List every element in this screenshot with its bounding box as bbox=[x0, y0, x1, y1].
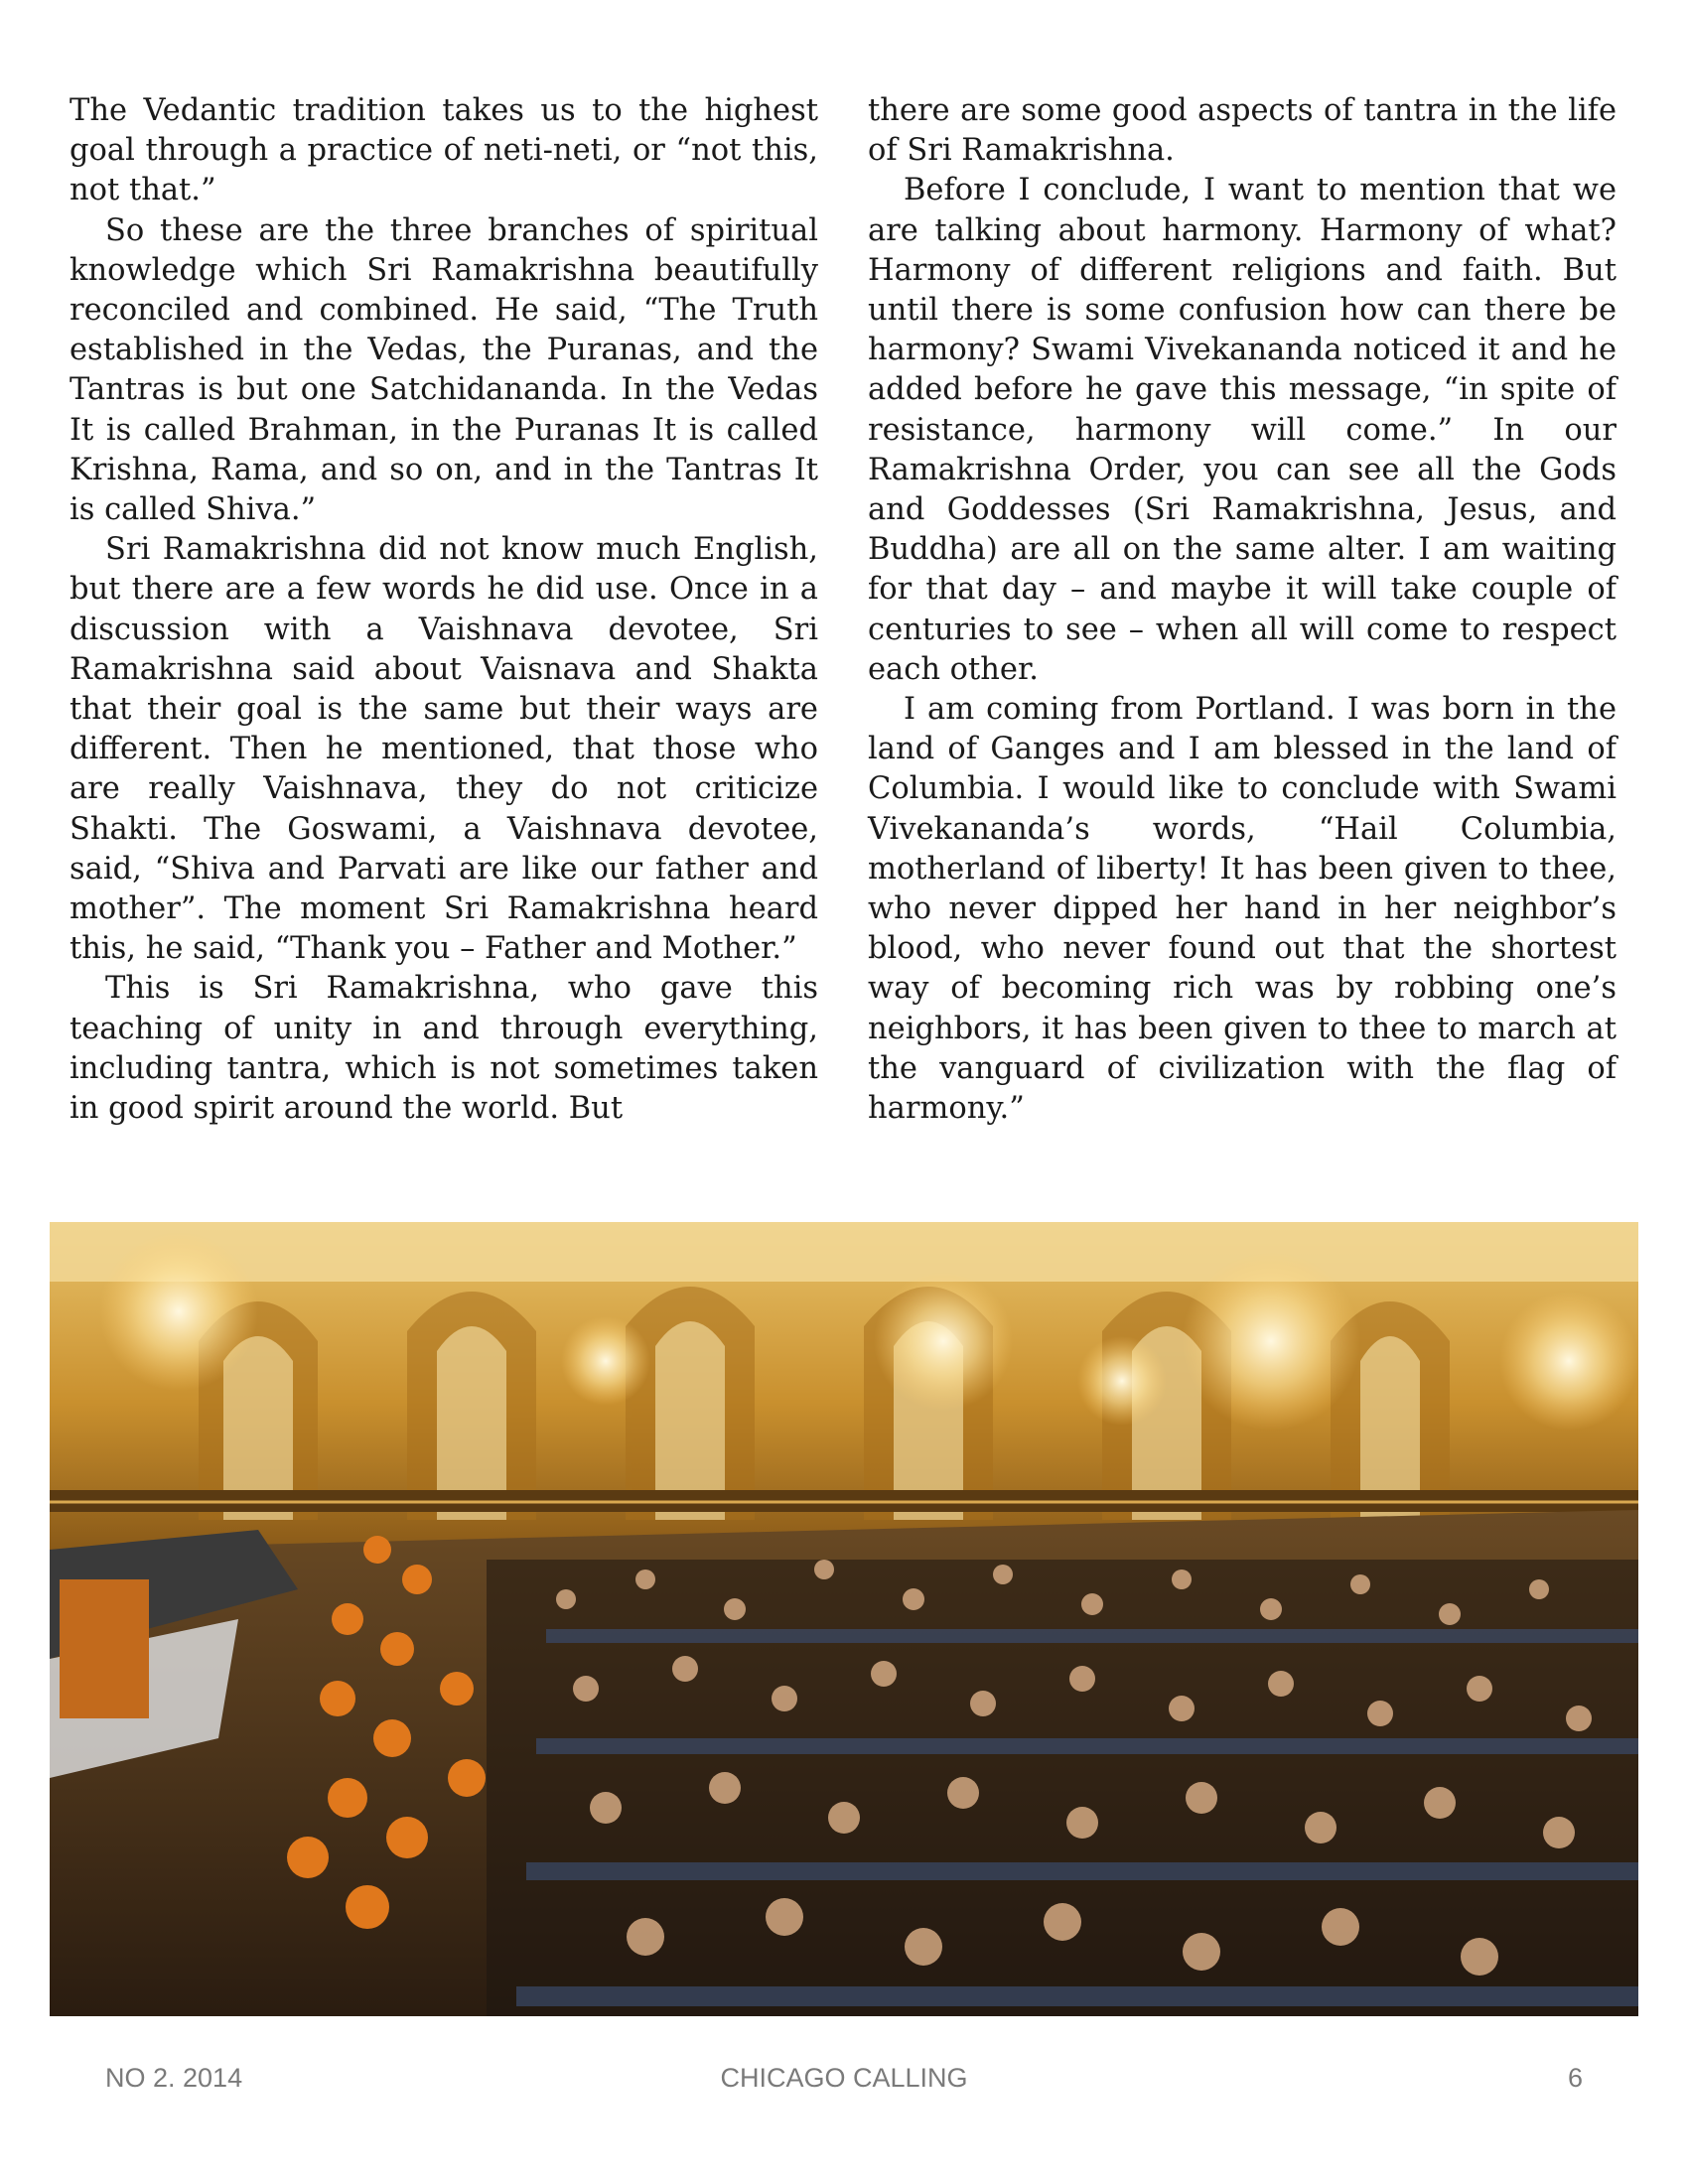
paragraph-three-branches: So these are the three branches of spiritual knowledge which Sri Ramakrishna beautifully reconciled and combined. He said, “The Truth established in the Vedas, the Puranas, and the Tantras is but one Satchidananda. In the Vedas It is called Brahman, in the Puranas It is called Krishna, Rama, and so on, and in the Tantras It is called Shiva.” bbox=[70, 212, 818, 528]
paragraph-aspects-of-tantra: there are some good aspects of tantra in the life of Sri Ramakrishna. bbox=[868, 93, 1617, 169]
article-right-column bbox=[868, 91, 1617, 1129]
paragraph-harmony: Before I conclude, I want to mention that we are talking about harmony. Harmony of what? Harmony of different religions and faith. But until there is some confusion how can there be harmony? Swami Vivekananda noticed it and he added before he gave this message, “in spite of resistance, harmony will come.” In our Ramakrishna Order, you can see all the Gods and Goddesses (Sri Ramakrishna, Jesus, and Buddha) are all on the same alter. I am waiting for that day – and maybe it will take couple of centuries to see – when all will come to respect each other. bbox=[868, 173, 1617, 687]
footer-page-number: 6 bbox=[1567, 2063, 1583, 2093]
footer-issue: NO 2. 2014 bbox=[105, 2063, 243, 2093]
ballroom-audience-illustration bbox=[50, 1222, 1638, 2016]
paragraph-vedantic-tradition: The Vedantic tradition takes us to the highest goal through a practice of neti-neti, or “not this, not that.” bbox=[70, 93, 818, 208]
conference-hall-photo bbox=[50, 1222, 1638, 2016]
page-footer bbox=[0, 2063, 1688, 2103]
article-left-column bbox=[70, 91, 818, 1129]
footer-publication-title: CHICAGO CALLING bbox=[720, 2063, 968, 2093]
paragraph-english-words: Sri Ramakrishna did not know much English, but there are a few words he did use. Once in a discussion with a Vaishnava devotee, Sri Ramakrishna said about Vaisnava and Shakta that their goal is the same but their ways are different. Then he mentioned, that those who are really Vaishnava, they do not criticize Shakti. The Goswami, a Vaishnava devotee, said, “Shiva and Parvati are like our father and mother”. The moment Sri Ramakrishna heard this, he said, “Thank you – Father and Mother.” bbox=[70, 532, 818, 967]
paragraph-conclusion: I am coming from Portland. I was born in the land of Ganges and I am blessed in the land of Columbia. I would like to conclude with Swami Vivekananda’s words, “Hail Columbia, motherland of liberty! It has been given to thee, who never dipped her hand in her neighbor’s blood, who never found out that the shortest way of becoming rich was by robbing one’s neighbors, it has been given to thee to march at the vanguard of civilization with the flag of harmony.” bbox=[868, 692, 1617, 1127]
paragraph-unity-teaching: This is Sri Ramakrishna, who gave this teaching of unity in and through everything, including tantra, which is not sometimes taken in good spirit around the world. But bbox=[70, 971, 818, 1127]
